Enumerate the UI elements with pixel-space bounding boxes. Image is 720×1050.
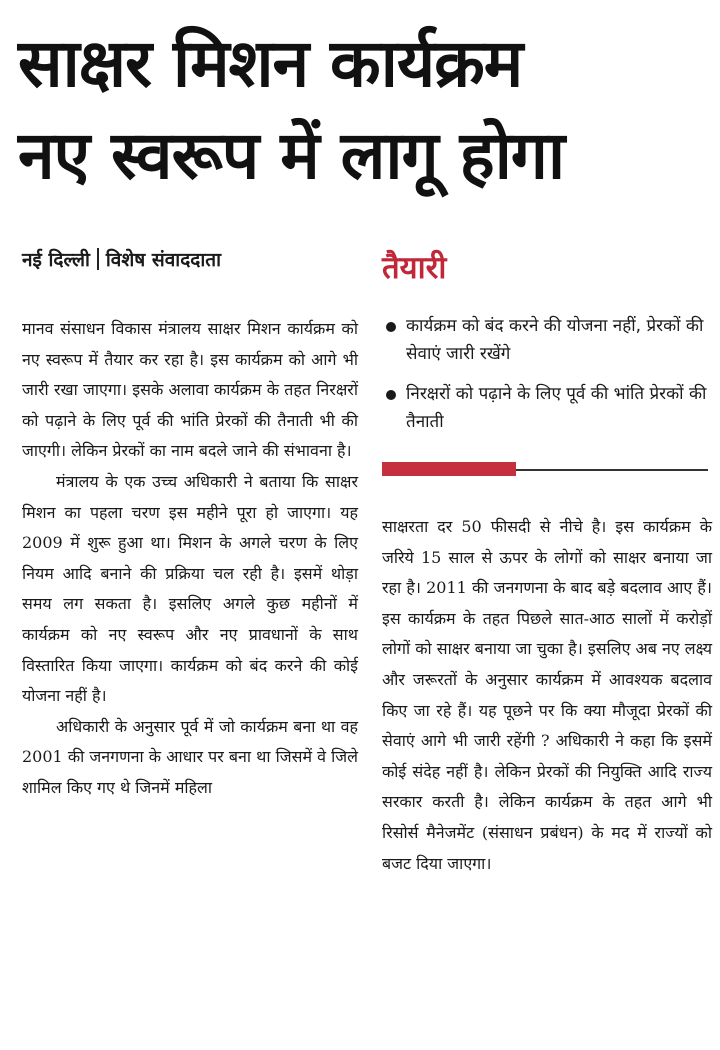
sidebar-bullet-list: [382, 312, 712, 448]
sidebar-divider-accent: [382, 462, 516, 476]
bullet-dot-icon: [386, 322, 396, 332]
paragraph: साक्षरता दर 50 फीसदी से नीचे है। इस कार्यक्रम के जरिये 15 साल से ऊपर के लोगों को साक्षर बनाया जा रहा है। 2011 की जनगणना के बाद बड़े बदलाव आए हैं। इस कार्यक्रम के तहत पिछले सात-आठ सालों में करोड़ों लोगों को साक्षर बनाया जा चुका है। इसलिए अब नए लक्ष्य और जरूरतों के अनुसार कार्यक्रम में आवश्यक बदलाव किए जा रहे हैं। यह पूछने पर कि क्या मौजूदा प्रेरकों की सेवाएं आगे भी जारी रहेंगी ? अधिकारी ने कहा कि इसमें कोई संदेह नहीं है। लेकिन प्रेरकों की नियुक्ति आदि राज्य सरकार करती है। लेकिन कार्यक्रम के तहत आगे भी रिसोर्स मैनेजमेंट (संसाधन प्रबंधन) के मद में राज्यों को बजट दिया जाएगा।: [382, 517, 713, 873]
byline-place: नई दिल्ली: [22, 249, 90, 271]
headline-line-1: साक्षर मिशन कार्यक्रम: [18, 25, 523, 102]
paragraph: मंत्रालय के एक उच्च अधिकारी ने बताया कि साक्षर मिशन का पहला चरण इस महीने पूरा हो जाएगा। यह 2009 में शुरू हुआ था। मिशन के अगले चरण के लिए नियम आदि बनाने की प्रक्रिया चल रही है। इसमें थोड़ा समय लग सकता है। इसलिए अगले कुछ महीनों में कार्यक्रम को नए स्वरूप और नए प्रावधानों के साथ विस्तारित किया जाएगा। कार्यक्रम को बंद करने की कोई योजना नहीं है।: [22, 471, 358, 706]
headline: [18, 18, 708, 202]
paragraph: अधिकारी के अनुसार पूर्व में जो कार्यक्रम बना था वह 2001 की जनगणना के आधार पर बना था जिसमें वे जिले शामिल किए गए थे जिनमें महिला: [22, 716, 358, 797]
byline-author: विशेष संवाददाता: [105, 249, 222, 271]
headline-line-2: नए स्वरूप में लागू होगा: [18, 117, 565, 194]
bullet-text: कार्यक्रम को बंद करने की योजना नहीं, प्रेरकों की सेवाएं जारी रखेंगे: [406, 316, 704, 364]
sidebar-title: तैयारी: [382, 250, 447, 286]
byline: [22, 246, 362, 272]
paragraph: मानव संसाधन विकास मंत्रालय साक्षर मिशन कार्यक्रम को नए स्वरूप में तैयार कर रहा है। इस कार्यक्रम को आगे भी जारी रखा जाएगा। इसके अलावा कार्यक्रम के तहत निरक्षरों को पढ़ाने के लिए पूर्व की भांति प्रेरकों की तैनाती भी की जाएगी। लेकिन प्रेरकों का नाम बदले जाने की संभावना है।: [22, 319, 358, 461]
byline-divider: [97, 248, 99, 270]
bullet-text: निरक्षरों को पढ़ाने के लिए पूर्व की भांति प्रेरकों की तैनाती: [406, 384, 707, 432]
article-column-right: [382, 512, 712, 879]
article-column-left: [22, 314, 358, 804]
bullet-item: [382, 312, 712, 368]
bullet-dot-icon: [386, 390, 396, 400]
bullet-item: [382, 380, 712, 436]
